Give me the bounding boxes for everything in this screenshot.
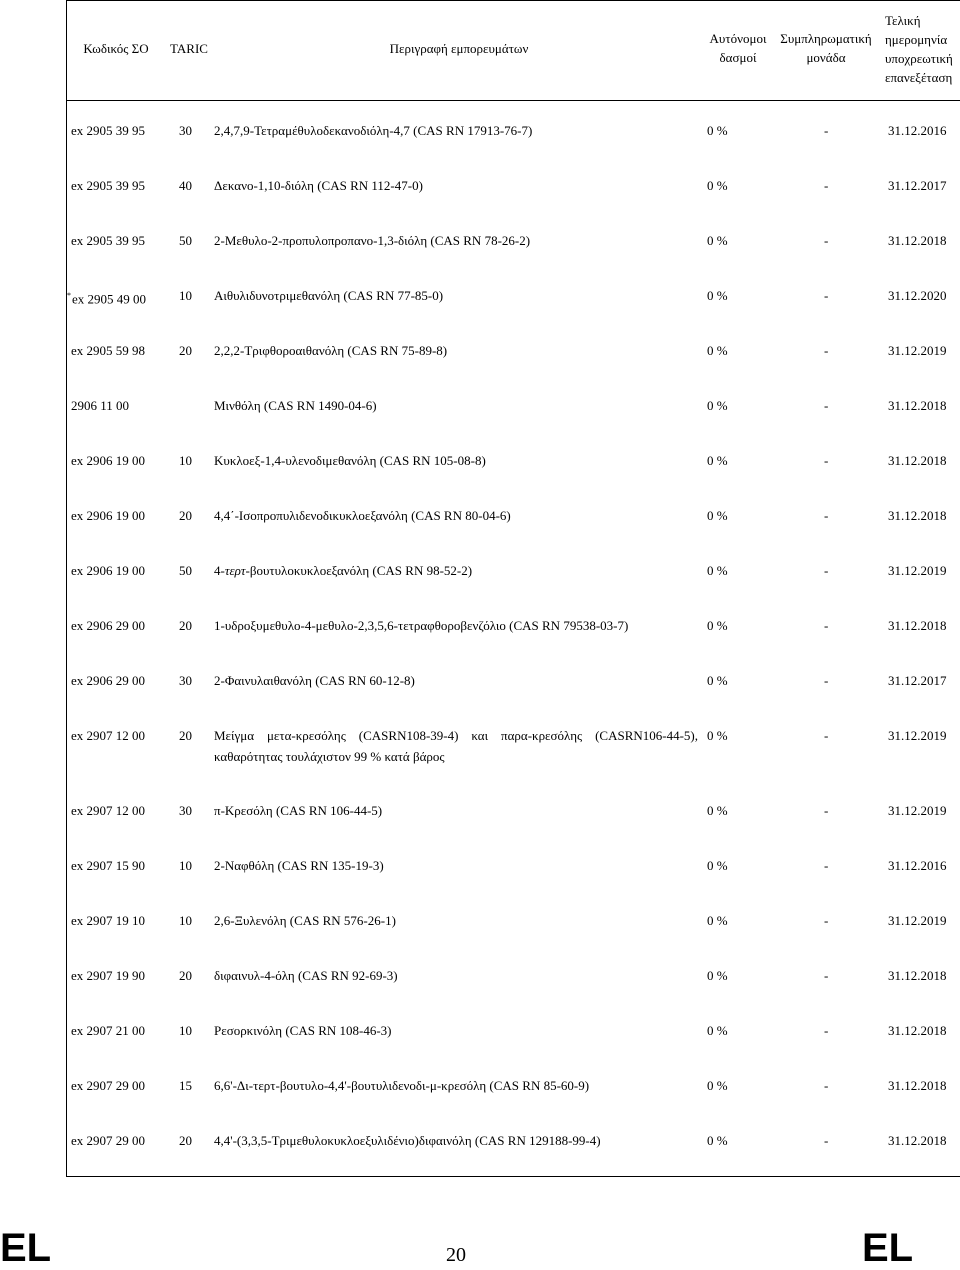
cell-code: ex 2907 21 00 (71, 1023, 146, 1038)
cell-taric: 20 (179, 343, 192, 358)
cell-description: Δεκανο-1,10-διόλη (CAS RN 112-47-0) (214, 178, 423, 193)
header-taric: TARIC (170, 41, 208, 56)
header-date-line: υποχρεωτική (885, 51, 953, 66)
cell-unit: - (824, 913, 829, 928)
header-date (885, 11, 960, 87)
header-duty (703, 29, 773, 67)
cell-duty: 0 % (707, 398, 728, 413)
cell-description: 2,4,7,9-Τετραμέθυλοδεκανοδιόλη-4,7 (CAS RN 17913-76-7) (214, 123, 533, 138)
cell-unit: - (824, 1133, 829, 1148)
cell-unit: - (824, 508, 829, 523)
cell-unit: - (824, 858, 829, 873)
cell-description: Κυκλοεξ-1,4-υλενοδιμεθανόλη (CAS RN 105-08-8) (214, 453, 486, 468)
cell-unit: - (824, 288, 829, 303)
cell-duty: 0 % (707, 233, 728, 248)
cell-duty: 0 % (707, 563, 728, 578)
cell-code: ex 2907 19 10 (71, 913, 146, 928)
cell-date: 31.12.2019 (888, 803, 947, 818)
cell-code: ex 2905 59 98 (71, 343, 146, 358)
cell-description: Αιθυλιδυνοτριμεθανόλη (CAS RN 77-85-0) (214, 288, 444, 303)
cell-date: 31.12.2018 (888, 508, 947, 523)
header-code: Κωδικός ΣΟ (83, 41, 149, 56)
cell-unit: - (824, 673, 829, 688)
cell-unit: - (824, 803, 829, 818)
cell-description: 4-τερτ-βουτυλοκυκλοεξανόλη (CAS RN 98-52-2) (214, 563, 473, 578)
cell-taric: 10 (179, 913, 192, 928)
cell-date: 31.12.2016 (888, 858, 947, 873)
cell-taric: 20 (179, 728, 192, 743)
cell-duty: 0 % (707, 728, 728, 743)
header-date-line: Τελική (885, 13, 921, 28)
cell-taric: 30 (179, 123, 192, 138)
cell-description: 4,4'-(3,3,5-Τριμεθυλοκυκλοεξυλιδένιο)διφαινόλη (CAS RN 129188-99-4) (214, 1133, 601, 1148)
table-header (67, 0, 960, 101)
cell-code: ex 2906 19 00 (71, 563, 146, 578)
cell-code: ex 2907 12 00 (71, 728, 146, 743)
header-duty-line: Αυτόνομοι (709, 31, 767, 46)
cell-code: ex 2905 39 95 (71, 233, 146, 248)
cell-description: π-Κρεσόλη (CAS RN 106-44-5) (214, 803, 383, 818)
cell-taric: 10 (179, 288, 192, 303)
cell-date: 31.12.2017 (888, 178, 947, 193)
cell-description: Μείγμα μετα-κρεσόλης (CASRN108-39-4) και παρα-κρεσόλης (CASRN106-44-5), καθαρότητας τουλάχιστον 99 % κατά βάρος (214, 728, 698, 764)
cell-duty: 0 % (707, 453, 728, 468)
cell-date: 31.12.2018 (888, 398, 947, 413)
cell-taric: 50 (179, 563, 192, 578)
cell-unit: - (824, 398, 829, 413)
cell-unit: - (824, 178, 829, 193)
cell-description: 4,4΄-Ισοπροπυλιδενοδικυκλοεξανόλη (CAS RN 80-04-6) (214, 508, 511, 523)
cell-date: 31.12.2018 (888, 1133, 947, 1148)
cell-duty: 0 % (707, 803, 728, 818)
cell-date: 31.12.2017 (888, 673, 947, 688)
cell-duty: 0 % (707, 178, 728, 193)
cell-unit: - (824, 343, 829, 358)
cell-date: 31.12.2020 (888, 288, 947, 303)
cell-duty: 0 % (707, 673, 728, 688)
cell-code: ex 2906 29 00 (71, 618, 146, 633)
cell-unit: - (824, 968, 829, 983)
cell-date: 31.12.2018 (888, 968, 947, 983)
cell-date: 31.12.2018 (888, 1023, 947, 1038)
header-duty-line: δασμοί (719, 50, 757, 65)
cell-taric: 20 (179, 508, 192, 523)
header-unit-line: Συμπληρωματική (780, 31, 872, 46)
cell-description: 1-υδροξυμεθυλο-4-μεθυλο-2,3,5,6-τετραφθοροβενζόλιο (CAS RN 79538-03-7) (214, 618, 629, 633)
cell-duty: 0 % (707, 343, 728, 358)
cell-date: 31.12.2018 (888, 1078, 947, 1093)
cell-date: 31.12.2019 (888, 728, 947, 743)
cell-date: 31.12.2019 (888, 343, 947, 358)
cell-unit: - (824, 453, 829, 468)
cell-code: ex 2906 29 00 (71, 673, 146, 688)
cell-code: ex 2907 12 00 (71, 803, 146, 818)
cell-description: 6,6'-Δι-τερτ-βουτυλο-4,4'-βουτυλιδενοδι-μ-κρεσόλη (CAS RN 85-60-9) (214, 1078, 590, 1093)
cell-unit: - (824, 1078, 829, 1093)
cell-date: 31.12.2018 (888, 618, 947, 633)
footer-lang-left: EL (0, 1226, 52, 1270)
cell-taric: 30 (179, 673, 192, 688)
cell-duty: 0 % (707, 1133, 728, 1148)
cell-code: ex 2905 49 00 (72, 291, 147, 307)
cell-duty: 0 % (707, 508, 728, 523)
footer-lang-right: EL (862, 1226, 914, 1270)
cell-taric: 10 (179, 1023, 192, 1038)
cell-description: 2-Ναφθόλη (CAS RN 135-19-3) (214, 858, 384, 873)
cell-description: 2,6-Ξυλενόλη (CAS RN 576-26-1) (214, 913, 396, 928)
cell-taric: 40 (179, 178, 192, 193)
cell-code: ex 2906 19 00 (71, 453, 146, 468)
cell-taric: 10 (179, 858, 192, 873)
cell-code: ex 2906 19 00 (71, 508, 146, 523)
cell-taric: 50 (179, 233, 192, 248)
cell-unit: - (824, 233, 829, 248)
page-number: 20 (446, 1244, 466, 1266)
cell-duty: 0 % (707, 858, 728, 873)
cell-date: 31.12.2019 (888, 913, 947, 928)
cell-taric: 10 (179, 453, 192, 468)
cell-duty: 0 % (707, 913, 728, 928)
cell-code-wrapper (67, 285, 146, 309)
cell-code: ex 2905 39 95 (71, 178, 146, 193)
cell-description: Μινθόλη (CAS RN 1490-04-6) (214, 398, 377, 413)
cell-taric: 30 (179, 803, 192, 818)
header-unit (773, 29, 879, 67)
cell-unit: - (824, 618, 829, 633)
cell-duty: 0 % (707, 618, 728, 633)
amendment-star: * (67, 291, 71, 300)
header-unit-line: μονάδα (806, 50, 846, 65)
cell-description: 2,2,2-Τριφθοροαιθανόλη (CAS RN 75-89-8) (214, 343, 448, 358)
cell-unit: - (824, 123, 829, 138)
cell-description: 2-Φαινυλαιθανόλη (CAS RN 60-12-8) (214, 673, 415, 688)
cell-unit: - (824, 563, 829, 578)
cell-date: 31.12.2018 (888, 233, 947, 248)
tariff-table (66, 0, 960, 1177)
header-date-line: επανεξέταση (885, 70, 953, 85)
cell-code: ex 2905 39 95 (71, 123, 146, 138)
cell-code: ex 2907 29 00 (71, 1078, 146, 1093)
cell-taric: 15 (179, 1078, 192, 1093)
cell-code: ex 2907 19 90 (71, 968, 146, 983)
cell-code: 2906 11 00 (71, 398, 130, 413)
cell-date: 31.12.2019 (888, 563, 947, 578)
cell-duty: 0 % (707, 1078, 728, 1093)
cell-duty: 0 % (707, 1023, 728, 1038)
cell-unit: - (824, 728, 829, 743)
header-description: Περιγραφή εμπορευμάτων (389, 41, 529, 56)
cell-description: 2-Μεθυλο-2-προπυλοπροπανο-1,3-διόλη (CAS RN 78-26-2) (214, 233, 531, 248)
cell-unit: - (824, 1023, 829, 1038)
cell-description: διφαινυλ-4-όλη (CAS RN 92-69-3) (214, 968, 398, 983)
header-date-line: ημερομηνία (885, 32, 948, 47)
cell-date: 31.12.2018 (888, 453, 947, 468)
cell-duty: 0 % (707, 288, 728, 303)
cell-taric: 20 (179, 618, 192, 633)
cell-date: 31.12.2016 (888, 123, 947, 138)
cell-code: ex 2907 29 00 (71, 1133, 146, 1148)
cell-duty: 0 % (707, 123, 728, 138)
cell-description: Ρεσορκινόλη (CAS RN 108-46-3) (214, 1023, 392, 1038)
cell-taric: 20 (179, 1133, 192, 1148)
cell-taric: 20 (179, 968, 192, 983)
cell-code: ex 2907 15 90 (71, 858, 146, 873)
cell-duty: 0 % (707, 968, 728, 983)
